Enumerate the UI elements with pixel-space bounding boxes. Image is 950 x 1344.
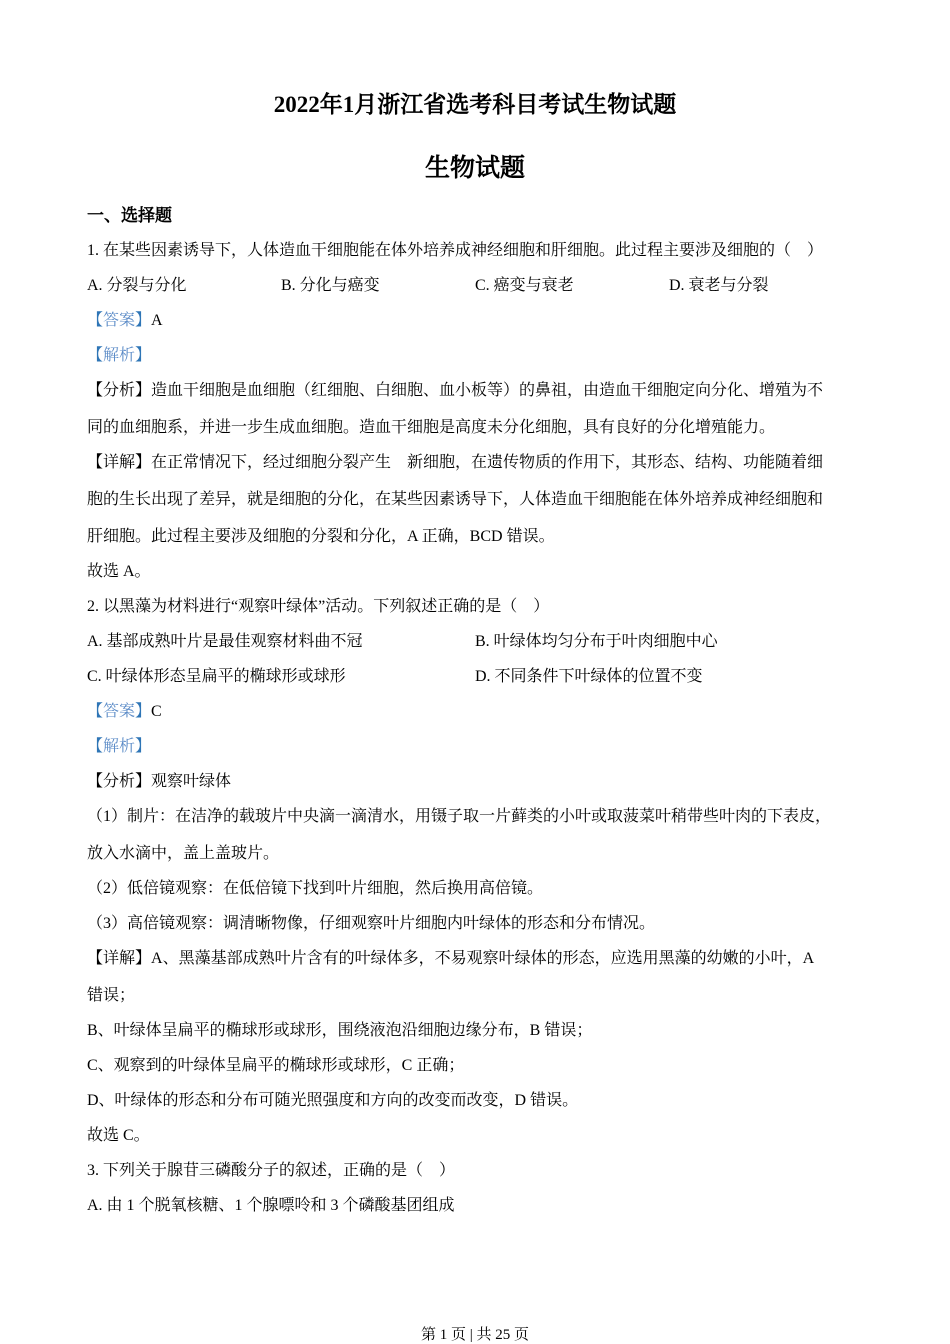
question-2-option-c: C. 叶绿体形态呈扁平的椭球形或球形	[87, 668, 346, 685]
text-line: 错误；	[87, 987, 136, 1004]
question-3-stem: 3. 下列关于腺苷三磷酸分子的叙述，正确的是（ ）	[87, 1162, 456, 1179]
question-2-option-a: A. 基部成熟叶片是最佳观察材料曲不冠	[87, 633, 363, 650]
text-line: （2）低倍镜观察：在低倍镜下找到叶片细胞，然后换用高倍镜。	[87, 880, 544, 897]
text-line: 胞的生长出现了差异，就是细胞的分化，在某些因素诱导下，人体造血干细胞能在体外培养成神经细胞和	[87, 491, 824, 508]
answer-label: 答案	[103, 312, 136, 329]
bracket: 】	[135, 738, 152, 755]
xiangjie-label: 【详解】	[87, 454, 152, 471]
question-2-analysis-label	[87, 735, 151, 759]
analysis-label: 解析	[103, 738, 136, 755]
question-1-xiangjie	[87, 451, 823, 475]
question-1-stem: 1. 在某些因素诱导下，人体造血干细胞能在体外培养成神经细胞和肝细胞。此过程主要涉及细胞的（ ）	[87, 242, 824, 259]
text-line: A、黑藻基部成熟叶片含有的叶绿体多，不易观察叶绿体的形态，应选用黑藻的幼嫩的小叶，A	[151, 950, 815, 967]
question-2-stem: 2. 以黑藻为材料进行“观察叶绿体”活动。下列叙述正确的是（ ）	[87, 598, 550, 615]
bracket: 】	[135, 347, 152, 364]
page-footer: 第 1 页 | 共 25 页	[420, 1327, 529, 1343]
document-title: 2022年1月浙江省选考科目考试生物试题	[273, 92, 677, 117]
question-1-answer	[87, 309, 163, 333]
text-line: D、叶绿体的形态和分布可随光照强度和方向的改变而改变，D 错误。	[87, 1092, 579, 1109]
question-1-option-c: C. 癌变与衰老	[475, 277, 574, 294]
analysis-label: 解析	[103, 347, 136, 364]
question-1-option-d: D. 衰老与分裂	[669, 277, 769, 294]
text-line: 肝细胞。此过程主要涉及细胞的分裂和分化，A 正确，BCD 错误。	[87, 528, 555, 545]
text-line: 造血干细胞是血细胞（红细胞、白细胞、血小板等）的鼻祖，由造血干细胞定向分化、增殖为不	[151, 382, 824, 399]
question-1-conclusion: 故选 A。	[87, 563, 151, 580]
question-2-answer	[87, 700, 162, 724]
fenxi-label: 【分析】	[87, 773, 152, 790]
question-2-conclusion: 故选 C。	[87, 1127, 150, 1144]
text-line: （3）高倍镜观察：调清晰物像，仔细观察叶片细胞内叶绿体的形态和分布情况。	[87, 915, 656, 932]
question-2-fenxi	[87, 770, 231, 794]
text-line: C、观察到的叶绿体呈扁平的椭球形或球形，C 正确；	[87, 1057, 465, 1074]
section-heading: 一、选择题	[87, 206, 172, 225]
question-2-option-d: D. 不同条件下叶绿体的位置不变	[475, 668, 703, 685]
question-1-fenxi	[87, 379, 823, 403]
answer-label: 答案	[103, 703, 136, 720]
answer-value: A	[151, 312, 163, 329]
fenxi-label: 【分析】	[87, 382, 152, 399]
answer-value: C	[151, 703, 162, 720]
question-1-option-b: B. 分化与癌变	[281, 277, 380, 294]
bracket: 【	[87, 347, 104, 364]
bracket: 【	[87, 703, 104, 720]
bracket: 】	[135, 703, 152, 720]
text-line: B、叶绿体呈扁平的椭球形或球形，围绕液泡沿细胞边缘分布，B 错误；	[87, 1022, 593, 1039]
xiangjie-label: 【详解】	[87, 950, 152, 967]
question-1-option-a: A. 分裂与分化	[87, 277, 187, 294]
question-2-option-b: B. 叶绿体均匀分布于叶肉细胞中心	[475, 633, 718, 650]
question-1-analysis-label	[87, 344, 151, 368]
question-2-xiangjie	[87, 947, 814, 971]
text-line: 观察叶绿体	[151, 773, 232, 790]
text-line: 放入水滴中，盖上盖玻片。	[87, 845, 280, 862]
bracket: 】	[135, 312, 152, 329]
question-3-option-a: A. 由 1 个脱氧核糖、1 个腺嘌呤和 3 个磷酸基团组成	[87, 1197, 455, 1214]
bracket: 【	[87, 738, 104, 755]
text-line: 同的血细胞系，并进一步生成血细胞。造血干细胞是高度未分化细胞，具有良好的分化增殖能力。	[87, 419, 776, 436]
text-line: 在正常情况下，经过细胞分裂产生 新细胞，在遗传物质的作用下，其形态、结构、功能随着细	[151, 454, 824, 471]
document-subtitle: 生物试题	[424, 155, 525, 182]
bracket: 【	[87, 312, 104, 329]
text-line: （1）制片：在洁净的载玻片中央滴一滴清水，用镊子取一片藓类的小叶或取菠菜叶稍带些叶肉的下表皮，	[87, 808, 832, 825]
